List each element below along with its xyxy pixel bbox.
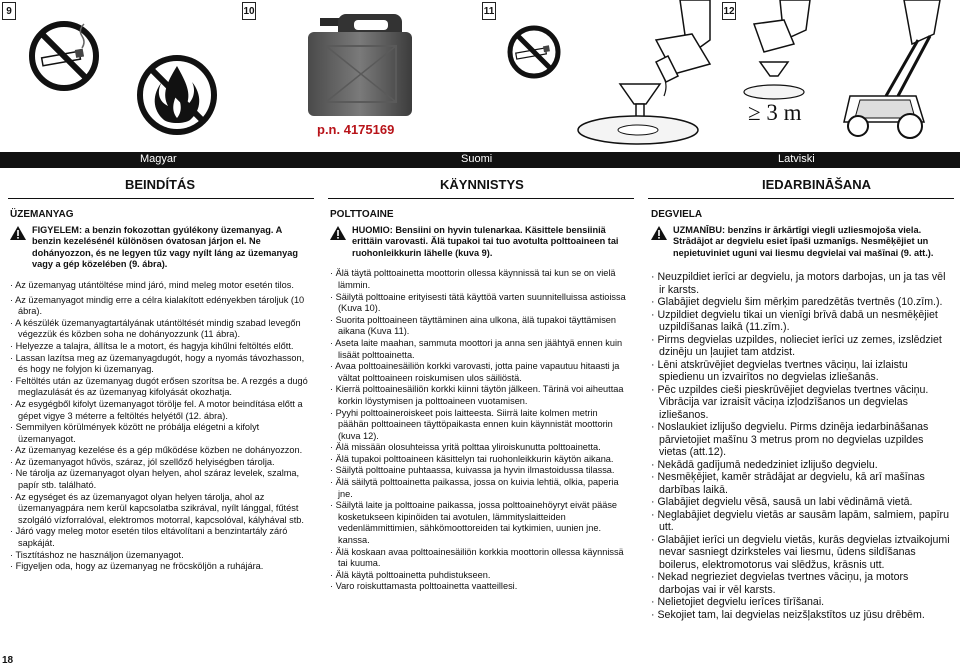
language-bar [0,152,960,168]
page-number: 18 [2,655,14,666]
list-item: · Älä käytä polttoainetta puhdistukseen. [330,570,630,582]
list-item: · Nekādā gadījumā nededziniet izlijušo degvielu. [651,459,951,472]
list-item: · Nelietojiet degvielu ierīces tīrīšanai. [651,596,951,609]
warning-block [10,225,310,271]
figure-number: 11 [482,2,496,20]
distance-label: ≥ 3 m [748,100,802,125]
figure-9 [0,0,240,146]
list-item: · Kierrä polttoainesäiliön korkki kiinni täytön jälkeen. Tärinä voi aiheuttaa korkin löystymisen ja polttoaineen vuotamisen. [330,384,630,407]
warning-icon [651,226,667,240]
list-item: · Tisztításhoz ne használjon üzemanyagot. [10,550,310,562]
warning-block [330,225,630,260]
column-finnish [330,209,630,593]
list-item: · Helyezze a talajra, állítsa le a motort, és hagyja kihűlni feltöltés előtt. [10,341,310,353]
list-item: · Pēc uzpildes cieši pieskrūvējiet degvielas tvertnes vāciņu. Vibrācija var izraisīt vāciņa izļodzīšanos un degvielas izliešanos. [651,384,951,422]
title-fi: KÄYNNISTYS [440,177,524,192]
warning-block [651,225,951,260]
list-item: · Az üzemanyag utántöltése mind járó, mind meleg motor esetén tilos. [10,280,310,292]
list-item: · Feltöltés után az üzemanyag dugót erősen szorítsa be. A rezgés a dugó meglazulását és az üzemanyag kifolyását okozhatja. [10,376,310,399]
list-item: · Aseta laite maahan, sammuta moottori ja anna sen jäähtyä ennen kuin lisäät polttoainetta. [330,338,630,361]
column-latvian [651,209,951,621]
section-heading: ÜZEMANYAG [10,209,74,220]
warning-icon [330,226,346,240]
title-lv: IEDARBINĀŠANA [762,177,872,192]
divider [328,198,634,199]
list-item: · Semmilyen körülmények között ne próbálja elégetni a kifolyt üzemanyagot. [10,422,310,445]
no-smoking-icon [506,24,562,80]
divider [8,198,314,199]
lawn-mower-illustration [840,0,960,146]
list-item: · Glabājiet degvielu vēsā, sausā un labi vēdināmā vietā. [651,496,951,509]
warning-text: FIGYELEM: a benzin fokozottan gyúlékony üzemanyag. A benzin kezelésénél különösen óvatosan járjon el. Ne dohányozzon, és ne legyen tűz vagy nyílt láng az üzemanyag vagy a gép közelében (9. ábra). [32,224,298,270]
list-item: · Älä tupakoi polttoaineen käsittelyn tai ruohonleikkurin käytön aikana. [330,454,630,466]
list-item: · Pyyhi polttoaineroiskeet pois laitteesta. Siirrä laite kolmen metrin päähän polttoaineen täyttöpaikasta ennen kuin käynnistät moottorin (kuva 12). [330,408,630,443]
instruction-list [10,280,310,573]
figure-11 [480,0,720,146]
refueling-illustration [560,0,720,146]
warning-text: HUOMIO: Bensiini on hyvin tulenarkaa. Käsittele bensiiniä erittäin varovasti. Älä tupakoi tai tuo avotulta polttoaineen tai ruohonleikkurin lähelle (kuva 9). [352,224,619,258]
section-titles [0,176,960,198]
list-item: · Figyeljen oda, hogy az üzemanyag ne fröcsköljön a ruhájára. [10,561,310,573]
title-hu: BEINDÍTÁS [125,177,196,192]
instruction-list [651,271,951,621]
list-item: · Glabājiet ierīci un degvielu vietās, kurās degvielas iztvaikojumi nevar sasniegt dzirksteles vai liesmu, ūdens sildīšanas boilerus, elektromotorus vai slēdžus, krāsnis utt. [651,534,951,572]
no-fire-icon [136,54,218,136]
fuel-canister-image [302,8,422,120]
list-item: · Az üzemanyag kezelése és a gép működése közben ne dohányozzon. [10,445,310,457]
section-heading: DEGVIELA [651,209,703,220]
figure-number: 9 [2,2,16,20]
list-item: · Säilytä laite ja polttoaine paikassa, jossa polttoainehöyryt eivät pääse kosketukseen kipinöiden tai avotulen, lämmityslaitteiden vedenlämmittimien, sähkömoottoreiden tai kytkimien, uunien jne. kanssa. [330,500,630,546]
list-item: · Az egységet és az üzemanyagot olyan helyen tárolja, ahol az üzemanyagpára nem kerül kapcsolatba szikrával, nyílt lánggal, fűtést szolgáló vízforralóval, elektromos motorral, kapcsolóval, kályhával stb. [10,492,310,527]
list-item: · Sekojiet tam, lai degvielas neizšļakstītos uz jūsu drēbēm. [651,609,951,622]
list-item: · Älä täytä polttoainetta moottorin ollessa käynnissä tai kun se on vielä lämmin. [330,268,630,291]
list-item: · Az esygégből kifolyt üzemanyagot törölje fel. A motor beindítása előtt a gépet vigye 3 méterre a feltöltés helyétől (12. ábra). [10,399,310,422]
list-item: · Az üzemanyagot mindig erre a célra kialakított edényekben tároljuk (10 ábra). [10,295,310,318]
list-item: · Suorita polttoaineen täyttäminen aina ulkona, älä tupakoi täyttämisen aikana (Kuva 11). [330,315,630,338]
list-item: · Az üzemanyagot hűvös, száraz, jól szellőző helyiségben tárolja. [10,457,310,469]
instruction-list [330,268,630,593]
figure-number: 10 [242,2,256,20]
list-item: · Uzpildiet degvielu tikai un vienīgi brīvā dabā un nesmēķējiet uzpildīšanas laikā (11.zīm.). [651,309,951,334]
list-item: · Lassan lazítsa meg az üzemanyagdugót, hogy a nyomás távozhasson, és hogy ne folyjon ki üzemanyag. [10,353,310,376]
list-item: · Pirms degvielas uzpildes, nolieciet ierīci uz zemes, izslēdziet dzinēju un ļaujiet tam atdzist. [651,334,951,359]
language-hu: Magyar [140,153,177,165]
list-item: · Nesmēķējiet, kamēr strādājat ar degvielu, kā arī mašīnas darbības laikā. [651,471,951,496]
no-smoking-icon [28,20,100,92]
divider [648,198,954,199]
list-item: · Varo roiskuttamasta polttoainetta vaatteillesi. [330,581,630,593]
list-item: · Älä koskaan avaa polttoainesäiliön korkkia moottorin ollessa käynnissä tai kuuma. [330,547,630,570]
language-lv: Latviski [778,153,815,165]
refueling-illustration [740,0,830,100]
figure-number: 12 [722,2,736,20]
warning-icon [10,226,26,240]
list-item: · Glabājiet degvielu šim mērķim paredzētās tvertnēs (10.zīm.). [651,296,951,309]
list-item: · Säilytä polttoaine puhtaassa, kuivassa ja hyvin ilmastoidussa tilassa. [330,465,630,477]
language-fi: Suomi [461,153,493,165]
list-item: · Älä säilytä polttoainetta paikassa, jossa on kuivia lehtiä, olkia, paperia jne. [330,477,630,500]
list-item: · Ne tárolja az üzemanyagot olyan helyen, ahol száraz levelek, szalma, papír stb. található. [10,468,310,491]
section-heading: POLTTOAINE [330,209,394,220]
list-item: · A készülék üzemanyagtartályának utántöltését mindig szabad levegőn végezzük és közben soha ne dohányozzunk (11 ábra). [10,318,310,341]
list-item: · Járó vagy meleg motor esetén tilos eltávolítani a benzintartály záró sapkáját. [10,526,310,549]
list-item: · Noslaukiet izlijušo degvielu. Pirms dzinēja iedarbināšanas pārvietojiet mašīnu 3 metrus prom no degvielas uzpildes vietas (att.12). [651,421,951,459]
column-hungarian [10,209,310,573]
part-number: p.n. 4175169 [317,122,395,137]
list-item: · Neuzpildiet ierīci ar degvielu, ja motors darbojas, un ja tas vēl ir karsts. [651,271,951,296]
warning-text: UZMANĪBU: benzīns ir ārkārtīgi viegli uzliesmojoša viela. Strādājot ar degvielu esiet īpaši uzmanīgs. Nesmēķējiet un nepietuviniet uguni vai liesmu degvielai vai mašīnai (9. att.). [673,224,934,258]
list-item: · Älä missään olosuhteissa yritä polttaa yliroiskunutta polttoainetta. [330,442,630,454]
list-item: · Nekad negrieziet degvielas tvertnes vāciņu, ja motors darbojas vai ir vēl karsts. [651,571,951,596]
list-item: · Neglabājiet degvielu vietās ar sausām lapām, salmiem, papīru utt. [651,509,951,534]
list-item: · Lēni atskrūvējiet degvielas tvertnes vāciņu, lai izlaistu spiedienu un izvairītos no degvielas izliešanās. [651,359,951,384]
list-item: · Säilytä polttoaine erityisesti tätä käyttöä varten suunnitelluissa astioissa (Kuva 10). [330,292,630,315]
list-item: · Avaa polttoainesäiliön korkki varovasti, jotta paine vapautuu hitaasti ja vältat polttoaineen roiskumisen ulos säiliöstä. [330,361,630,384]
